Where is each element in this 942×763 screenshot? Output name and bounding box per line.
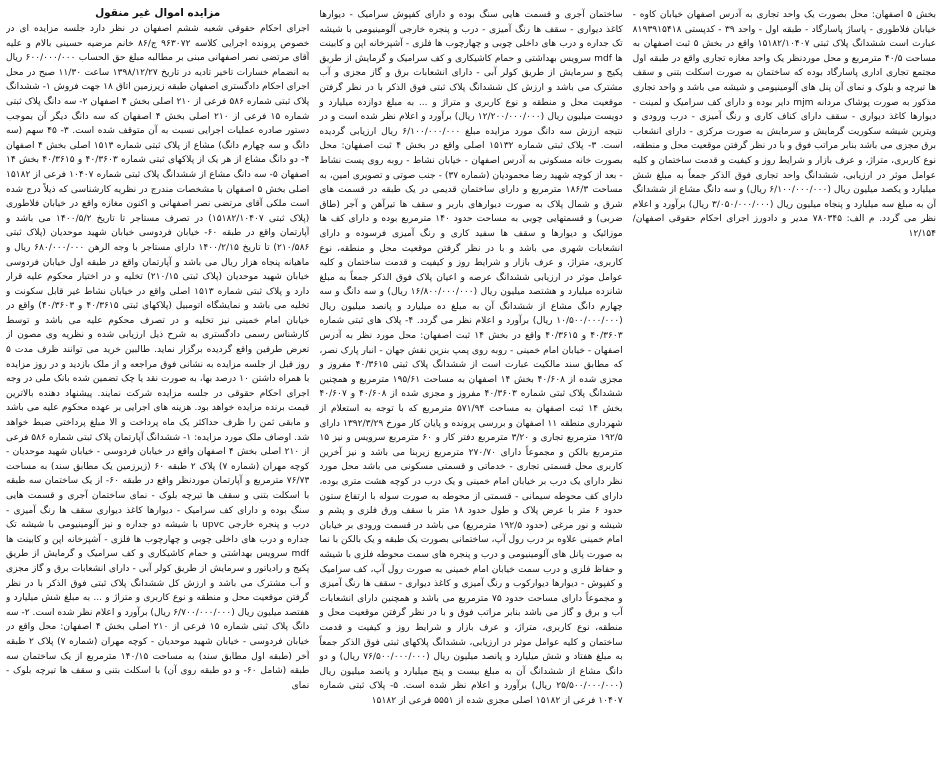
notice-text-right: بخش ۵ اصفهان: محل بصورت یک واحد تجاری به آدرس اصفهان خیابان کاوه - خیابان فلاطوری - پاساژ پاسارگاد - طبقه اول - واحد ۳۹ - کدپستی ۸۱۹۳۹۱۵۴۱۸ عبارت است ششدانگ پلاک ثبتی ۱۵۱۸۲/۱۰۴۰۷ واقع در بخش ۵ ثبت اصفهان به مساحت ۴۰/۵ مترمربع و محل موردنظر یک واحد مغازه تجاری واقع در طبقه اول مجتمع تجاری اداری پاسارگاد بوده که ساختمان به صورت اسکلت بتنی و سقف ها تیرچه و بلوک و نمای آن پنل های آلومینیومی و شیشه می باشد و واحد تجاری مذکور به صورت پوشاک مردانه mjm دایر بوده و دارای کف سرامیک و لمینت - دیوارها کاغذ دیواری - سقف دارای کناف کاری و رنگ آمیزی - درب ورودی و ویترین شیشه سکوریت گرمایش و سرمایش به صورت مرکزی - دارای انشعاب برق مجزی می باشد بنابر مراتب فوق و با در نظر گرفتن موقعیت محل و منطقه، نوع کاربری، متراژ، و عرف بازار و شرایط روز و کیفیت و قدمت ساختمان و کلیه عوامل موثر در ارزیابی، ششدانگ واحد تجاری فوق الذکر جمعاً به مبلغ شش میلیارد و یکصد میلیون ریال (۶/۱۰۰/۰۰۰/۰۰۰ ریال) و سه دانگ مشاع از ششدانگ آن به مبلغ سه میلیارد و پنجاه میلیون ریال (۳/۰۵۰/۰۰۰/۰۰۰ ریال) برآورد و اعلام نظر می گردد. م الف: ۷۸۰۳۴۵ مدیر و دادورز اجرای احکام حقوقی اصفهان/۱۲/۱۵۴ [632,10,936,239]
notice-column-right [633,6,936,757]
notice-text-left: اجرای احکام حقوقی شعبه ششم اصفهان در نظر دارد جلسه مزایده ای در خصوص پرونده اجرایی کلاسه ۹۶۳۰۷۲ ج/۸۶ خانم مرضیه حسینی بالام و علیه آقای مرتضی نصر اصفهانی مبنی بر مطالبه مبلغ حق الحساب ۶۰۰/۰۰۰/۰۰۰ ریال به انضمام خسارات تاخیر تادیه در تاریخ ۱۳۹۸/۱۲/۲۷ ساعت ۱۱/۳۰ صبح در محل اجرای احکام دادگستری اصفهان طبقه زیرزمین اتاق ۱۸ جهت فروش ۱- ششدانگ پلاک ثبتی شماره ۵۸۶ فرعی از ۲۱۰ اصلی بخش ۴ اصفهان ۲- سه دانگ پلاک ثبتی شماره ۱۵ فرعی از ۲۱۰ اصلی بخش ۴ اصفهان که سه دانگ دیگر آن بموجب دستور صادره عملیات اجرایی نسبت به آن متوقف شده است. ۳- ۴۵ سهم (سه دانگ و سه چهارم دانگ) مشاع از پلاک ثبتی شماره ۱۵۱۳ اصلی بخش ۴ اصفهان ۴- دو دانگ مشاع از هر یک از پلاکهای ثبتی شماره ۴۰/۳۶۰۳ و ۴۰/۳۶۱۵ بخش ۱۴ اصفهان ۵- سه دانگ مشاع از ششدانگ پلاک ثبتی شماره ۱۰۴۰۷ فرعی از ۱۵۱۸۲ اصلی بخش ۵ اصفهان با مشخصات مندرج در نظریه کارشناسی که ذیلاً درج شده است ملکی آقای مرتضی نصر اصفهانی و اکنون مغازه واقع در خیابان فلاطوری (پلاک ثبتی ۱۵۱۸۲/۱۰۴۰۷) در تصرف مستاجر تا تاریخ ۱۴۰۰/۵/۲ می باشد و آپارتمان واقع در طبقه ۶۰- خیابان فردوسی خیابان شهید موحدیان (پلاک ثبتی ۲۱۰/۵۸۶) تا تاریخ ۱۴۰۰/۲/۱۵ دارای مستاجر با وجه الرهن ۶۸۰/۰۰۰/۰۰۰ ریال و ماهیانه پنجاه هزار ریال می باشد و آپارتمان واقع در طبقه اول خیابان فردوسی خیابان شهید موحدیان (پلاک ثبتی ۲۱۰/۱۵) تخلیه و در اختیار محکوم علیه قرار دارد و پلاک ثبتی شماره ۱۵۱۳ اصلی واقع در خیابان نشاط غیر قابل سکونت و تخلیه می باشد و نمایشگاه اتومبیل (پلاکهای ثبتی ۴۰/۳۶۱۵ و ۴۰/۳۶۰۳) واقع در خیابان امام خمینی نیز تخلیه و در تصرف محکوم علیه می باشد و توسط کارشناس رسمی دادگستری به شرح ذیل ارزیابی شده و نظریه وی مصون از تعرض طرفین واقع گردیده برگزار نماید. طالبین خرید می توانند ظرف مدت ۵ روز قبل از جلسه مزایده به نشانی فوق مراجعه و از ملک بازدید و در روز مزایده با همراه داشتن ۱۰ درصد بها، به صورت نقد یا چک تضمین شده بانک ملی در وجه اجرای احکام حقوقی در جلسه مزایده شرکت نمایند. پیشنهاد دهنده بالاترین قیمت برنده مزایده خواهد بود. هزینه های اجرایی بر عهده محکوم علیه می باشد و مابقی ثمن را ظرف حداکثر یک ماه پرداخت و الا مبلغ پرداختی ضبط خواهد شد. اوصاف ملک مورد مزایده: ۱- ششدانگ آپارتمان پلاک ثبتی شماره ۵۸۶ فرعی از ۲۱۰ اصلی بخش ۴ اصفهان واقع در خیابان فردوسی - خیابان شهید موحدیان - کوچه مهران (شماره ۷) پلاک ۲ طبقه ۶۰ (زیرزمین یک مطابق سند) به مساحت ۷۶/۷۳ مترمربع و آپارتمان موردنظر واقع در طبقه ۶۰- از یک ساختمان سه طبقه با اسکلت بتنی و سقف ها تیرچه بلوک - نمای ساختمان آجری و قسمت هایی سنگ بوده و دارای کف سرامیک - دیوارها کاغذ دیواری سقف ها رنگ آمیزی - درب و پنجره خارجی upvc با شیشه دو جداره و نیز آلومینیومی با شیشه تک جداره و درب های داخلی چوبی و چهارچوب ها فلزی - آشپزخانه اپن و کابینت ها mdf سرویس بهداشتی و حمام کاشیکاری و کف سرامیک و گرمایش از طریق پکیج و رادیاتور و سرمایش از طریق کولر آبی - دارای انشعابات برق و گاز مجزی و آب مشترک می باشد و ارزش کل ششدانگ پلاک ثبتی فوق الذکر با در نظر گرفتن موقعیت محل و منطقه و نوع کاربری و متراژ و ... به مبلغ شش میلیارد و هفتصد میلیون ریال (۶/۷۰۰/۰۰۰/۰۰۰ ریال) برآورد و اعلام نظر شده است. ۲- سه دانگ پلاک ثبتی شماره ۱۵ فرعی از ۲۱۰ اصلی بخش ۴ اصفهان: محل واقع در خیابان فردوسی - خیابان شهید موحدیان - کوچه مهران (شماره ۷) پلاک ۲ طبقه آخر (طبقه اول مطابق سند) به مساحت ۱۴۰/۱۵ مترمربع از یک ساختمان سه طبقه (شامل ۶۰- و دو طبقه روی آن) با اسکلت بتنی و سقف ها تیرچه بلوک - نمای [6,24,310,691]
notice-column-left [6,6,309,757]
notice-title: مزایده اموال غیر منقول [95,7,221,19]
notice-column-middle [319,6,622,757]
notice-text-middle: ساختمان آجری و قسمت هایی سنگ بوده و دارای کفپوش سرامیک - دیوارها کاغذ دیواری - سقف ها رنگ آمیزی - درب و پنجره خارجی آلومینیومی با شیشه تک جداره و درب های داخلی چوبی و چهارچوب ها فلزی - آشپزخانه اپن و کابینت ها mdf سرویس بهداشتی و حمام کاشیکاری و کف سرامیک و گرمایش از طریق پکیج و سرمایش از طریق کولر آبی - دارای انشعابات برق و گاز مجزی و آب مشترک می باشد و ارزش کل ششدانگ پلاک ثبتی فوق الذکر با در نظر گرفتن موقعیت محل و منطقه و نوع کاربری و متراژ و ... به مبلغ دوازده میلیارد و دویست میلیون ریال (۱۲/۲۰۰/۰۰۰/۰۰۰ ریال) برآورد و اعلام نظر شده است و در نتیجه ارزش سه دانگ مورد مزایده مبلغ ۶/۱۰۰/۰۰۰/۰۰۰ ریال ارزیابی گردیده است. ۳- پلاک ثبتی شماره ۱۵۱۳۲ اصلی واقع در بخش ۴ ثبت اصفهان: محل بصورت خانه مسکونی به آدرس اصفهان - خیابان نشاط - روبه روی پست نشاط - بعد از کوچه شهید رضا محمودیان (شماره ۳۷) - جنب صوتی و تصویری امین، به مساحت ۱۸۶/۳ مترمربع و دارای ساختمان قدیمی در یک طبقه در قسمت های شرق و شمال پلاک به صورت دیوارهای باربر و سقف ها تیرآهن و آجر (طاق ضربی) و قسمتهایی چوبی به مساحت حدود ۱۴۰ مترمربع بوده و دارای کف ها موزائیک و دیوارها و سقف ها سفید کاری و رنگ آمیزی فرسوده و دارای انشعابات شهری می باشد و با در نظر گرفتن موقعیت محل و منطقه، نوع کاربری، متراژ، و عرف بازار و شرایط روز و کیفیت و قدمت ساختمان و کلیه عوامل موثر در ارزیابی ششدانگ عرصه و اعیان پلاک فوق الذکر جمعاً به مبلغ شانزده میلیارد و هشتصد میلیون ریال (۱۶/۸۰۰/۰۰۰/۰۰۰ ریال) و سه دانگ و سه چهارم دانگ مشاع از ششدانگ آن به مبلغ ده میلیارد و پانصد میلیون ریال (۱۰/۵۰۰/۰۰۰/۰۰۰ ریال) برآورد و اعلام نظر می گردد. ۴- پلاک های ثبتی شماره ۴۰/۳۶۰۳ و ۴۰/۳۶۱۵ واقع در بخش ۱۴ ثبت اصفهان: محل مورد نظر به آدرس اصفهان - خیابان امام خمینی - روبه روی پمپ بنزین نقش جهان - انبار پارک نصر، که مطابق سند مالکیت عبارت است از ششدانگ پلاک ثبتی ۴۰/۳۶۱۵ مفروز و مجزی شده از ۴۰/۶۰۸ بخش ۱۴ اصفهان به مساحت ۱۹۵/۶۱ مترمربع و همچنین ششدانگ پلاک ثبتی شماره ۴۰/۳۶۰۳ مفروز و مجزی شده از ۴۰/۶۰۸ و ۴۰/۶۰۷ بخش ۱۴ ثبت اصفهان به مساحت ۵۷۱/۹۴ مترمربع که با توجه به استعلام از شهرداری منطقه ۱۱ اصفهان و بررسی پرونده و پایان کار مورخ ۱۳۹۲/۳/۲۹ دارای ۱۹۲/۵ مترمربع تجاری و ۳/۲۰ مترمربع دفتر کار و ۶۰ مترمربع سرویس و نیز ۱۵ مترمربع بالکن و مجموعاً دارای ۲۷۰/۷۰ مترمربع زیربنا می باشد و نیز آخرین کاربری محل قسمتی تجاری - خدماتی و قسمتی مسکونی می باشد محل مورد نظر دارای یک درب بر خیابان امام خمینی و یک درب در کوچه هشت متری بوده، دارای کف محوطه سیمانی - قسمتی از محوطه به صورت سوله با ارتفاع ستون حدود ۶ متر با عرض پلاک و طول حدود ۱۸ متر با سقف ورق فلزی و پشم و شیشه و نور مرغی (حدود ۱۹۲/۵ مترمربع) می باشد در قسمت ورودی بر خیابان امام خمینی علاوه بر درب رول آپ، ساختمانی بصورت یک طبقه و یک بالکن با نما به صورت پانل های آلومینیومی و درب و پنجره های سمت محوطه فلزی با شیشه و حفاظ فلزی و درب سمت خیابان امام خمینی به صورت رول آپ، کف سرامیک و کفپوش - دیوارها دیوارکوب و رنگ آمیزی و کاغذ دیواری - سقف ها رنگ آمیزی و مجموعاً دارای مساحت حدود ۷۵ مترمربع می باشد و همچنین دارای انشعابات آب و برق و گاز می باشد بنابر مراتب فوق و با در نظر گرفتن موقعیت محل و منطقه، نوع کاربری، متراژ، و عرف بازار و شرایط روز و کیفیت و قدمت ساختمان و کلیه عوامل موثر در ارزیابی، ششدانگ پلاکهای ثبتی فوق الذکر جمعاً به مبلغ هفتاد و شش میلیارد و پانصد میلیون ریال (۷۶/۵۰۰/۰۰۰/۰۰۰ ریال) و دو دانگ مشاع از ششدانگ آن به مبلغ بیست و پنج میلیارد و پانصد میلیون ریال (۲۵/۵۰۰/۰۰۰/۰۰۰ ریال) برآورد و اعلام نظر شده است. ۵- پلاک ثبتی شماره ۱۰۴۰۷ فرعی از ۱۵۱۸۲ اصلی مجزی شده از ۵۵۵۱ فرعی از ۱۵۱۸۲ [319,10,623,706]
